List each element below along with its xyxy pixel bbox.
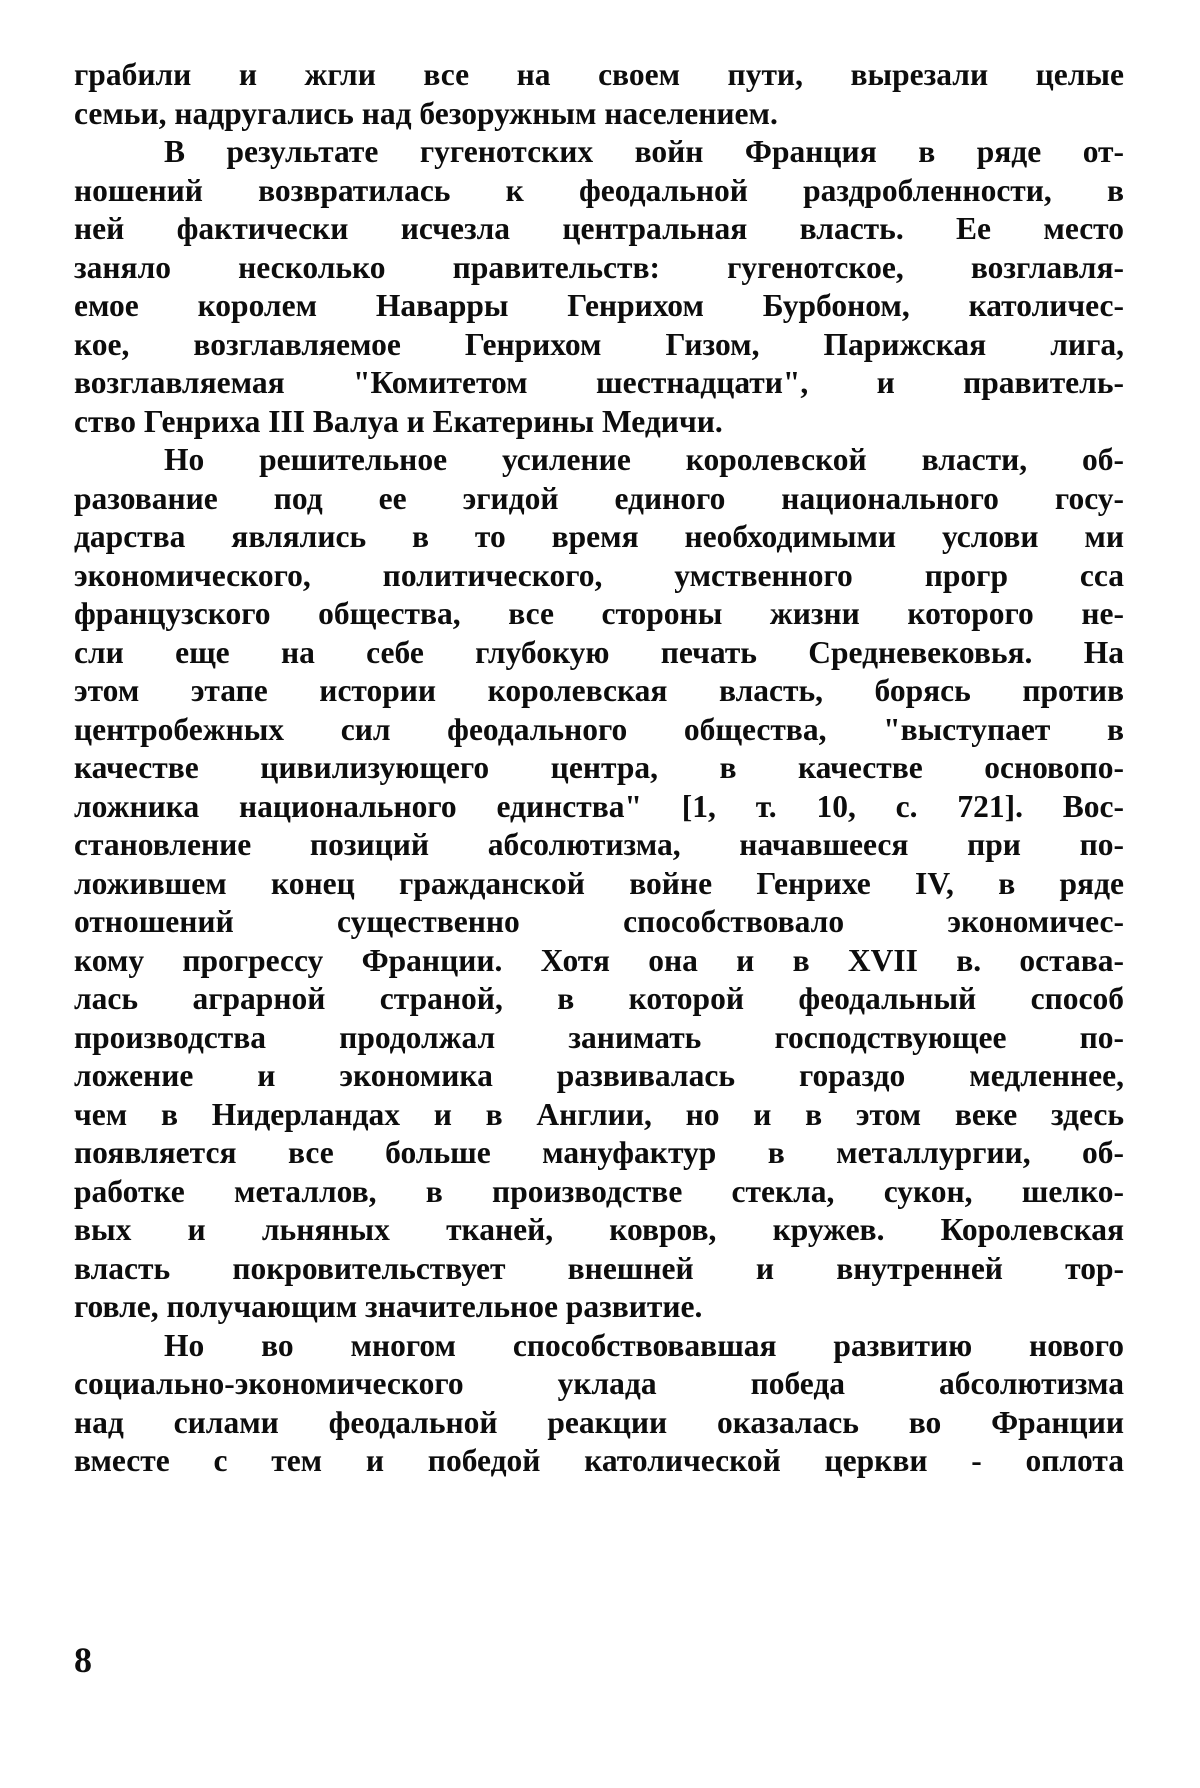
text-line: ношений возвратилась к феодальной раздробленности, в <box>74 172 1124 208</box>
text-line: экономического, политического, умственного прогр сса <box>74 557 1124 593</box>
text-line: этом этапе истории королевская власть, борясь против <box>74 673 1124 708</box>
text-line: вместе с тем и победой католической церкви - оплота <box>74 1443 1124 1478</box>
text-line: дарства являлись в то время необходимыми услови ми <box>74 519 1124 554</box>
paragraph-first-line: Но решительное усиление королевской власти, об- <box>164 442 1124 477</box>
text-line: появляется все больше мануфактур в металлургии, об- <box>74 1135 1124 1170</box>
text-line: работке металлов, в производстве стекла, сукон, шелко- <box>74 1173 1124 1209</box>
text-line: качестве цивилизующего центра, в качестве основопо- <box>74 750 1124 785</box>
page-number: 8 <box>74 1640 92 1680</box>
text-line: чем в Нидерландах и в Англии, но и в этом веке здесь <box>74 1096 1124 1132</box>
text-line: французского общества, все стороны жизни которого не- <box>74 596 1124 631</box>
text-line: ство Генриха III Валуа и Екатерины Медичи. <box>74 403 723 439</box>
text-line: отношений существенно способствовало экономичес- <box>74 904 1124 939</box>
text-line: вых и льняных тканей, ковров, кружев. Королевская <box>74 1212 1124 1247</box>
text-line: становление позиций абсолютизма, начавшееся при по- <box>74 827 1124 862</box>
text-line: производства продолжал занимать господствующее по- <box>74 1019 1124 1055</box>
text-line: кое, возглавляемое Генрихом Гизом, Парижская лига, <box>74 326 1124 362</box>
text-line: власть покровительствует внешней и внутренней тор- <box>74 1250 1124 1286</box>
text-line: ложника национального единства" [1, т. 10, с. 721]. Вос- <box>74 788 1124 824</box>
text-line: над силами феодальной реакции оказалась во Франции <box>74 1404 1124 1440</box>
text-line: говле, получающим значительное развитие. <box>74 1289 703 1324</box>
paragraph-first-line: В результате гугенотских войн Франция в ряде от- <box>164 134 1124 169</box>
text-line: социально-экономического уклада победа абсолютизма <box>74 1366 1124 1401</box>
text-line: сли еще на себе глубокую печать Средневековья. На <box>74 634 1124 670</box>
text-line: центробежных сил феодального общества, "выступает в <box>74 711 1124 747</box>
text-line: ней фактически исчезла центральная власть. Ее место <box>74 211 1124 246</box>
text-line: емое королем Наварры Генрихом Бурбоном, католичес- <box>74 288 1124 323</box>
text-line: заняло несколько правительств: гугенотское, возглавля- <box>74 249 1124 285</box>
text-line: кому прогрессу Франции. Хотя она и в XVII в. остава- <box>74 942 1124 978</box>
text-line: лась аграрной страной, в которой феодальный способ <box>74 981 1124 1016</box>
text-line: ложившем конец гражданской войне Генрихе IV, в ряде <box>74 865 1124 901</box>
paragraph-first-line: Но во многом способствовавшая развитию нового <box>164 1327 1124 1363</box>
text-line: семьи, надругались над безоружным населением. <box>74 95 778 131</box>
text-line: грабили и жгли все на своем пути, вырезали целые <box>74 57 1124 92</box>
text-line: ложение и экономика развивалась гораздо медленнее, <box>74 1058 1124 1093</box>
text-line: разование под ее эгидой единого национального госу- <box>74 480 1124 516</box>
text-line: возглавляемая "Комитетом шестнадцати", и правитель- <box>74 365 1124 400</box>
body-text <box>74 56 1124 1481</box>
